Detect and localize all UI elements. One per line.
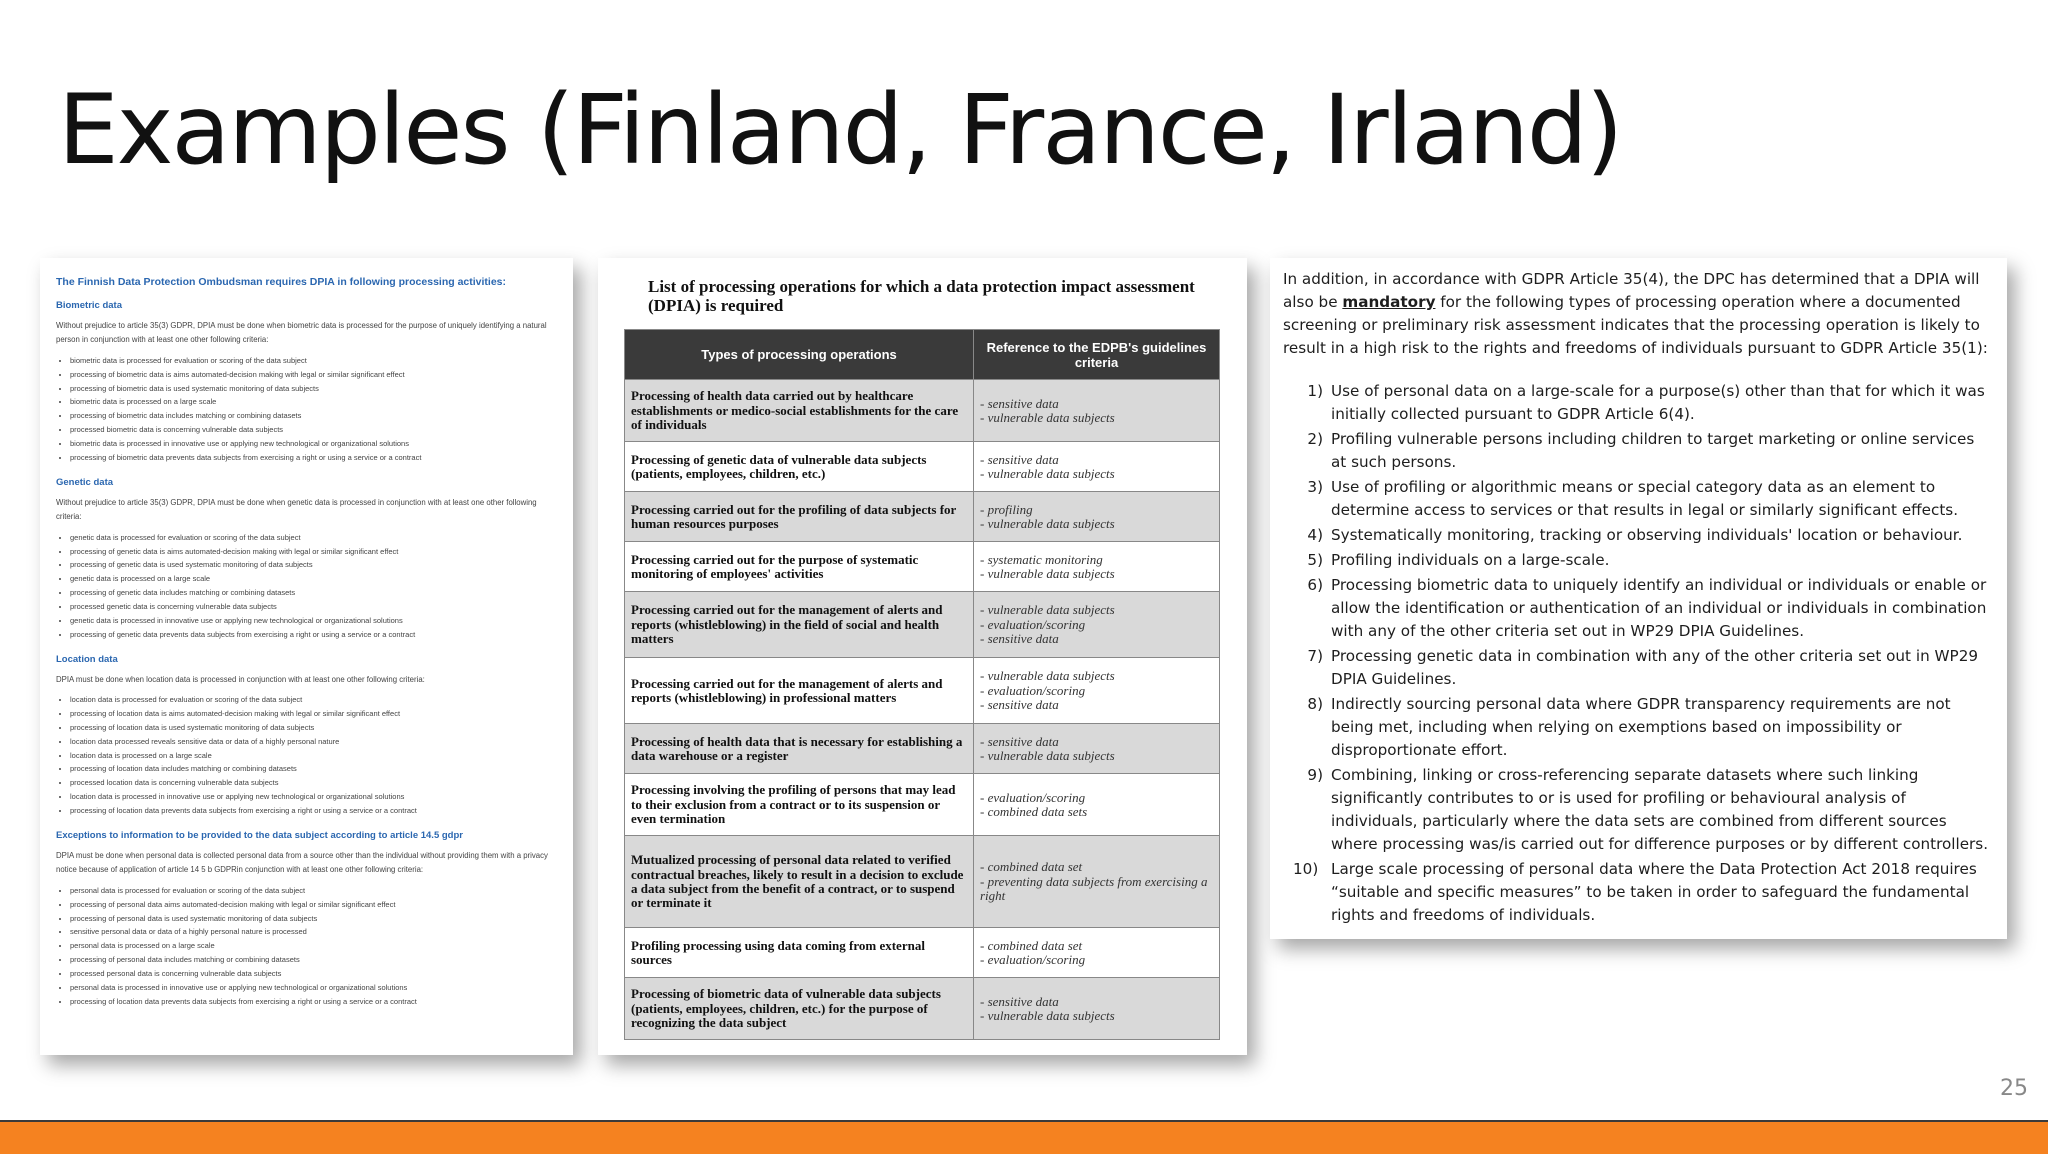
finland-list-item: • processed personal data is concerning vulnerable data subjects — [70, 967, 559, 981]
item-number: 4) — [1307, 526, 1323, 544]
criteria-item: - vulnerable data subjects — [980, 602, 1115, 618]
table-row — [625, 724, 1220, 774]
finland-list-item: • genetic data is processed for evaluation or scoring of the data subject — [70, 531, 559, 545]
criteria-item: - systematic monitoring — [980, 551, 1103, 567]
item-number: 9) — [1307, 766, 1323, 784]
criteria-cell — [974, 774, 1220, 836]
finland-list-item: • genetic data is processed in innovative use or applying new technological or organizational solutions — [70, 614, 559, 628]
finland-list-item: • processing of location data prevents data subjects from exercising a right or using a service or a contract — [70, 804, 559, 818]
finland-list-item: • processing of genetic data includes matching or combining datasets — [70, 586, 559, 600]
finland-list-item: • biometric data is processed for evaluation or scoring of the data subject — [70, 354, 559, 368]
ireland-list-item — [1283, 428, 1993, 474]
ireland-intro-text: In addition, in accordance with GDPR Article 35(4), the DPC has determined that a DPIA will also be — [1283, 270, 1980, 311]
criteria-cell — [974, 542, 1220, 592]
finland-list-item: • processing of biometric data prevents data subjects from exercising a right or using a service or a contract — [70, 451, 559, 465]
slide-title: Examples (Finland, France, Irland) — [58, 74, 1622, 186]
item-text: Profiling vulnerable persons including children to target marketing or online services at such persons. — [1331, 430, 1975, 471]
finland-list-item: • processing of genetic data is used systematic monitoring of data subjects — [70, 558, 559, 572]
finland-section-title: Location data — [56, 653, 118, 665]
item-number: 7) — [1307, 647, 1323, 665]
ireland-list-item — [1283, 764, 1993, 856]
item-text: Systematically monitoring, tracking or observing individuals' location or behaviour. — [1331, 526, 1963, 544]
item-number: 1) — [1307, 382, 1323, 400]
table-row — [625, 492, 1220, 542]
ireland-list-item — [1283, 549, 1993, 572]
ireland-intro — [1283, 268, 1993, 360]
item-number: 5) — [1307, 551, 1323, 569]
finland-section-list — [56, 693, 559, 818]
ireland-intro-mandatory: mandatory — [1342, 293, 1436, 311]
item-text: Large scale processing of personal data where the Data Protection Act 2018 requires “suitable and specific measures” to be taken in order to safeguard the fundamental rights and freedoms of individuals. — [1331, 860, 1977, 924]
operation-cell: Processing of genetic data of vulnerable data subjects (patients, employees, children, etc.) — [625, 442, 974, 492]
finland-list-item: • processing of personal data is used systematic monitoring of data subjects — [70, 912, 559, 926]
finland-section-intro: Without prejudice to article 35(3) GDPR, DPIA must be done when biometric data is processed for the purpose of uniquely identifying a natural person in conjunction with at least one other following criteria: — [56, 321, 547, 345]
criteria-cell — [974, 928, 1220, 978]
item-text: Profiling individuals on a large-scale. — [1331, 551, 1610, 569]
operation-cell: Processing carried out for the purpose of systematic monitoring of employees' activities — [625, 542, 974, 592]
operation-cell: Processing involving the profiling of persons that may lead to their exclusion from a contract or to its suspension or even termination — [625, 774, 974, 836]
france-table-body — [625, 380, 1220, 1040]
finland-list-item: • processed location data is concerning vulnerable data subjects — [70, 776, 559, 790]
operation-cell: Processing carried out for the profiling of data subjects for human resources purposes — [625, 492, 974, 542]
operation-cell: Processing of health data that is necessary for establishing a data warehouse or a register — [625, 724, 974, 774]
finland-list-item: • processed genetic data is concerning vulnerable data subjects — [70, 600, 559, 614]
criteria-item: - vulnerable data subjects — [980, 747, 1115, 763]
col-criteria-header: Reference to the EDPB's guidelines criteria — [974, 330, 1220, 380]
item-number: 3) — [1307, 478, 1323, 496]
finland-section-intro: Without prejudice to article 35(3) GDPR, DPIA must be done when genetic data is processed in conjunction with at least one other following criteria: — [56, 497, 537, 522]
table-row — [625, 442, 1220, 492]
item-text: Indirectly sourcing personal data where GDPR transparency requirements are not being met, including when relying on exemptions based on impossibility or disproportionate effort. — [1331, 695, 1951, 759]
finland-document — [40, 258, 573, 1055]
criteria-cell — [974, 380, 1220, 442]
finland-list-item: • processing of personal data includes matching or combining datasets — [70, 953, 559, 967]
france-document — [598, 258, 1247, 1055]
finland-list-item: • processed biometric data is concerning vulnerable data subjects — [70, 423, 559, 437]
finland-list-item: • biometric data is processed in innovative use or applying new technological or organizational solutions — [70, 437, 559, 451]
ireland-intro-text-cont: for the following types of processing operation where a documented screening or preliminary risk assessment indicates that the processing operation is likely to result in a high risk to the rights and freedoms of individuals pursuant to GDPR Article 35(1): — [1283, 293, 1988, 357]
finland-list-item: • processing of biometric data includes matching or combining datasets — [70, 409, 559, 423]
table-row — [625, 658, 1220, 724]
criteria-cell — [974, 724, 1220, 774]
finland-section-list — [56, 884, 559, 1009]
ireland-list-item — [1283, 693, 1993, 762]
col-operations-header: Types of processing operations — [625, 330, 974, 380]
item-number: 6) — [1307, 576, 1323, 594]
criteria-item: - preventing data subjects from exercising a right — [980, 873, 1208, 904]
finland-list-item: • processing of location data includes matching or combining datasets — [70, 762, 559, 776]
finland-list-item: • personal data is processed in innovative use or applying new technological or organizational solutions — [70, 981, 559, 995]
ireland-list-item — [1283, 574, 1993, 643]
finland-list-item: • processing of location data is used systematic monitoring of data subjects — [70, 721, 559, 735]
finland-section-title: Genetic data — [56, 476, 114, 488]
criteria-item: - vulnerable data subjects — [980, 565, 1115, 581]
criteria-cell — [974, 442, 1220, 492]
finland-section-title: Biometric data — [56, 300, 122, 311]
item-number: 2) — [1307, 430, 1323, 448]
criteria-item: - vulnerable data subjects — [980, 668, 1115, 684]
criteria-item: - evaluation/scoring — [980, 789, 1086, 805]
finland-list-item: • location data is processed in innovative use or applying new technological or organizational solutions — [70, 790, 559, 804]
criteria-item: - vulnerable data subjects — [980, 465, 1115, 481]
finland-list-item: • personal data is processed for evaluation or scoring of the data subject — [70, 884, 559, 898]
ireland-list-item — [1283, 524, 1993, 547]
finland-list-item: • location data is processed for evaluation or scoring of the data subject — [70, 693, 559, 707]
finland-list-item: • biometric data is processed on a large scale — [70, 395, 559, 409]
finland-list-item: • processing of biometric data is used systematic monitoring of data subjects — [70, 382, 559, 396]
finland-section-intro: DPIA must be done when personal data is collected personal data from a source other than the individual without providing them with a privacy notice because of application of article 14 5 b GDPRin conjunction with at least one other following criteria: — [56, 850, 548, 875]
finland-list-item: • processing of biometric data is aims automated-decision making with legal or similar significant effect — [70, 368, 559, 382]
ireland-list-item — [1283, 858, 1993, 927]
finland-sections — [56, 300, 559, 1009]
item-number: 8) — [1307, 695, 1323, 713]
item-text: Use of profiling or algorithmic means or special category data as an element to determine access to services or that results in legal or similarly significant effects. — [1331, 478, 1959, 519]
table-row — [625, 928, 1220, 978]
finland-section-intro: DPIA must be done when location data is processed in conjunction with at least one other following criteria: — [56, 674, 425, 684]
finland-list-item: • processing of genetic data prevents data subjects from exercising a right or using a service or a contract — [70, 628, 559, 642]
criteria-cell — [974, 836, 1220, 928]
item-text: Combining, linking or cross-referencing separate datasets where such linking significantly contributes to or is used for profiling or behavioural analysis of individuals, particularly where the data sets are combined from different sources where processing was/is carried out for difference purposes or by different controllers. — [1331, 766, 1989, 853]
finland-list-item: • sensitive personal data or data of a highly personal nature is processed — [70, 925, 559, 939]
criteria-cell — [974, 492, 1220, 542]
page-number: 25 — [2000, 1076, 2028, 1101]
finland-section-title: Exceptions to information to be provided to the data subject according to article 14.5 gdpr — [56, 829, 463, 841]
operation-cell: Processing carried out for the management of alerts and reports (whistleblowing) in the field of social and health matters — [625, 592, 974, 658]
criteria-cell — [974, 658, 1220, 724]
finland-list-item: • processing of genetic data is aims automated-decision making with legal or similar significant effect — [70, 545, 559, 559]
criteria-item: - profiling — [980, 501, 1033, 517]
operation-cell: Processing of biometric data of vulnerable data subjects (patients, employees, children, etc.) for the purpose of recognizing the data subject — [625, 978, 974, 1040]
criteria-item: - evaluation/scoring — [980, 682, 1086, 698]
criteria-item: - sensitive data — [980, 993, 1059, 1009]
item-text: Processing biometric data to uniquely identify an individual or individuals or enable or allow the identification or authentication of an individual or individuals in combination with any of the other criteria set out in WP29 DPIA Guidelines. — [1331, 576, 1987, 640]
ireland-list — [1283, 380, 1993, 927]
footer-bar — [0, 1120, 2048, 1154]
operation-cell: Processing carried out for the management of alerts and reports (whistleblowing) in professional matters — [625, 658, 974, 724]
criteria-item: - combined data set — [980, 937, 1083, 953]
ireland-list-item — [1283, 380, 1993, 426]
finland-list-item: • processing of location data prevents data subjects from exercising a right or using a service or a contract — [70, 995, 559, 1009]
france-table-header — [625, 330, 1220, 380]
criteria-item: - sensitive data — [980, 451, 1059, 467]
criteria-item: - evaluation/scoring — [980, 951, 1086, 967]
france-heading: List of processing operations for which a data protection impact assessment (DPIA) is required — [648, 277, 1195, 315]
item-text: Use of personal data on a large-scale for a purpose(s) other than that for which it was initially collected pursuant to GDPR Article 6(4). — [1331, 382, 1985, 423]
criteria-item: - vulnerable data subjects — [980, 515, 1115, 531]
criteria-item: - evaluation/scoring — [980, 616, 1086, 632]
france-table — [624, 329, 1220, 1040]
finland-list-item: • personal data is processed on a large scale — [70, 939, 559, 953]
operation-cell: Profiling processing using data coming from external sources — [625, 928, 974, 978]
criteria-item: - sensitive data — [980, 697, 1059, 713]
operation-cell: Processing of health data carried out by healthcare establishments or medico-social establishments for the care of individuals — [625, 380, 974, 442]
operation-cell: Mutualized processing of personal data related to verified contractual breaches, likely to result in a decision to exclude a data subject from the benefit of a contract, or to suspend or terminate it — [625, 836, 974, 928]
item-number: 10) — [1293, 860, 1319, 878]
criteria-item: - vulnerable data subjects — [980, 1007, 1115, 1023]
finland-section-list — [56, 354, 559, 465]
finland-list-item: • location data is processed on a large scale — [70, 749, 559, 763]
criteria-item: - combined data set — [980, 859, 1083, 875]
table-row — [625, 380, 1220, 442]
item-text: Processing genetic data in combination with any of the other criteria set out in WP29 DPIA Guidelines. — [1331, 647, 1979, 688]
criteria-cell — [974, 592, 1220, 658]
finland-section-list — [56, 531, 559, 642]
criteria-item: - sensitive data — [980, 733, 1059, 749]
criteria-item: - sensitive data — [980, 395, 1059, 411]
criteria-item: - combined data sets — [980, 803, 1088, 819]
table-row — [625, 836, 1220, 928]
finland-list-item: • genetic data is processed on a large scale — [70, 572, 559, 586]
criteria-item: - vulnerable data subjects — [980, 409, 1115, 425]
table-row — [625, 542, 1220, 592]
table-row — [625, 978, 1220, 1040]
table-row — [625, 592, 1220, 658]
finland-list-item: • processing of location data is aims automated-decision making with legal or similar significant effect — [70, 707, 559, 721]
criteria-item: - sensitive data — [980, 631, 1059, 647]
finland-heading: The Finnish Data Protection Ombudsman requires DPIA in following processing activities: — [56, 276, 507, 288]
ireland-list-item — [1283, 476, 1993, 522]
finland-list-item: • processing of personal data aims automated-decision making with legal or similar significant effect — [70, 898, 559, 912]
ireland-document — [1270, 258, 2007, 939]
finland-list-item: • location data processed reveals sensitive data or data of a highly personal nature — [70, 735, 559, 749]
criteria-cell — [974, 978, 1220, 1040]
ireland-list-item — [1283, 645, 1993, 691]
table-row — [625, 774, 1220, 836]
